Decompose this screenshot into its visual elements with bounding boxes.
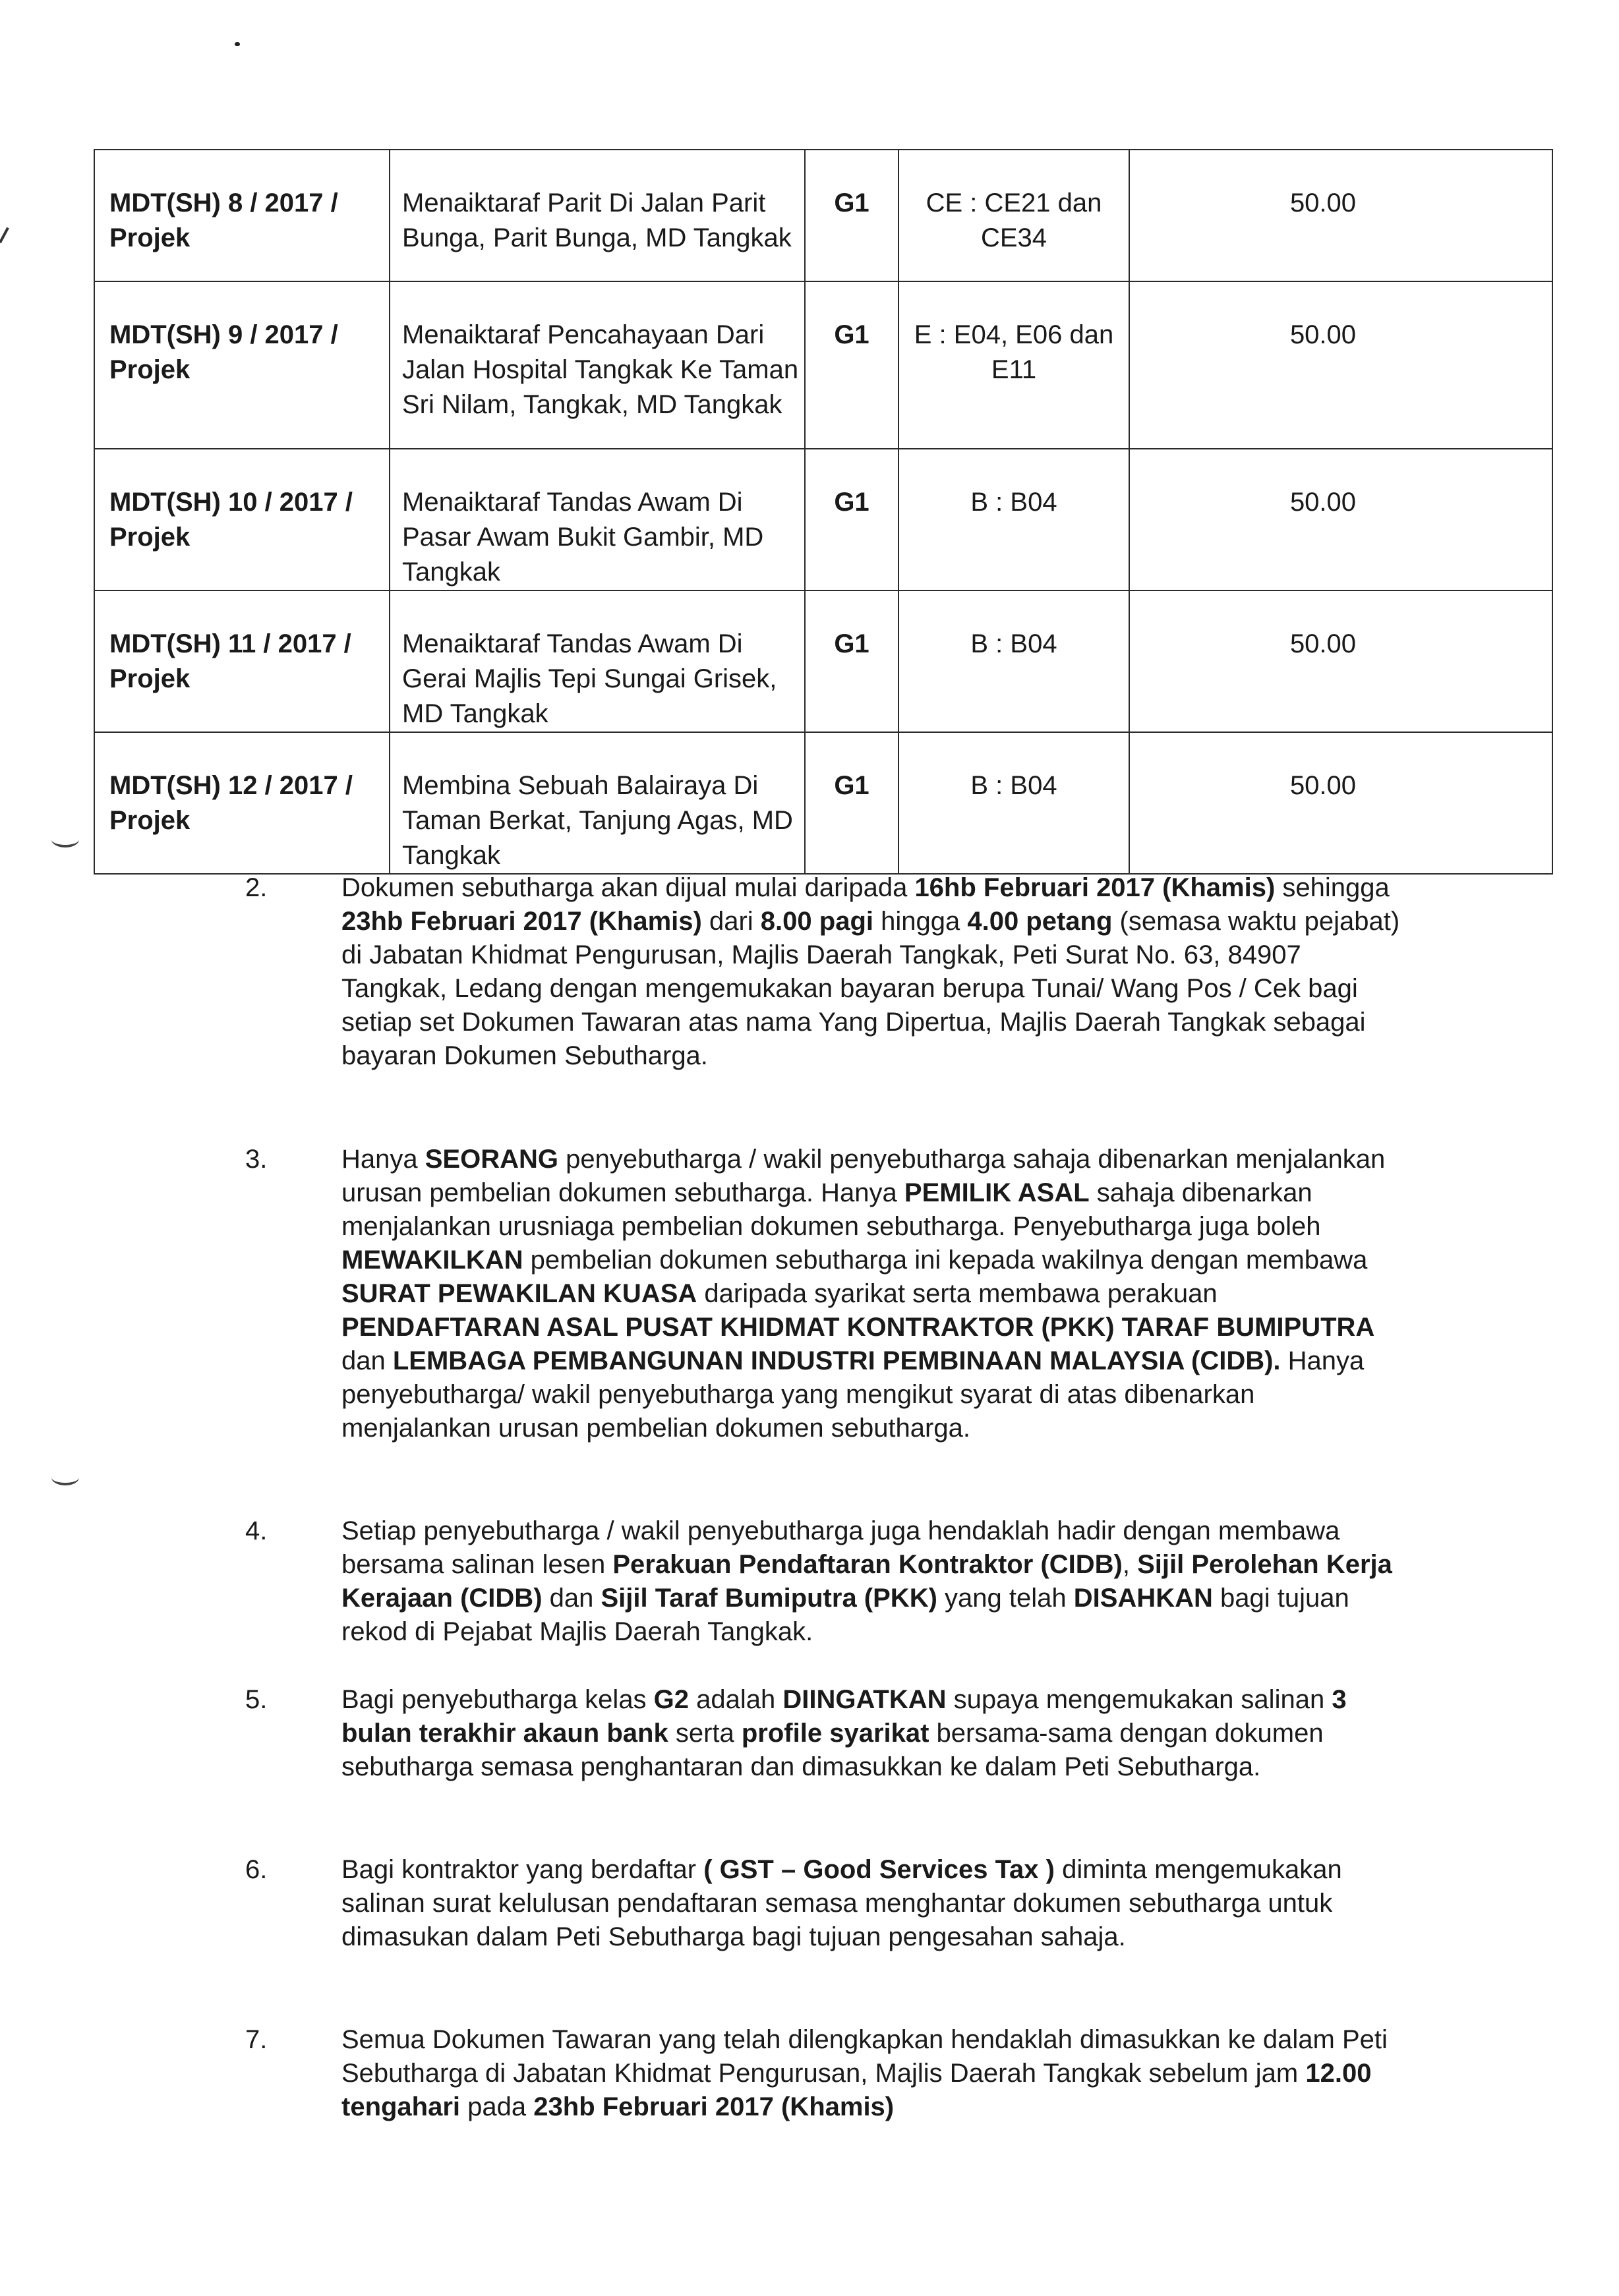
cell-project-title: Menaiktaraf Parit Di Jalan Parit Bunga, Parit Bunga, MD Tangkak	[390, 150, 805, 281]
table-row	[94, 590, 1552, 732]
paragraph-3	[245, 1143, 1405, 1445]
punch-hole-mark	[51, 1470, 79, 1485]
paragraph-number: 2.	[245, 873, 268, 902]
cell-category: B : B04	[898, 590, 1129, 732]
cell-project-title: Menaiktaraf Tandas Awam Di Pasar Awam Bukit Gambir, MD Tangkak	[390, 449, 805, 590]
cell-reference: MDT(SH) 12 / 2017 / Projek	[94, 732, 390, 874]
paragraph-5	[245, 1683, 1405, 1784]
cell-project-title: Menaiktaraf Tandas Awam Di Gerai Majlis Tepi Sungai Grisek, MD Tangkak	[390, 590, 805, 732]
cell-amount: 50.00	[1129, 590, 1552, 732]
cell-grade: G1	[805, 150, 898, 281]
paragraph-text: Dokumen sebutharga akan dijual mulai daripada 16hb Februari 2017 (Khamis) sehingga 23hb Februari 2017 (Khamis) dari 8.00 pagi hingga 4.00 petang (semasa waktu pejabat) di Jabatan Khidmat Pengurusan, Majlis Daerah Tangkak, Peti Surat No. 63, 84907 Tangkak, Ledang dengan mengemukakan bayaran berupa Tunai/ Wang Pos / Cek bagi setiap set Dokumen Tawaran atas nama Yang Dipertua, Majlis Daerah Tangkak sebagai bayaran Dokumen Sebutharga.	[341, 873, 1400, 1070]
cell-amount: 50.00	[1129, 732, 1552, 874]
scan-speck	[235, 42, 240, 46]
cell-category: CE : CE21 dan CE34	[898, 150, 1129, 281]
cell-amount: 50.00	[1129, 281, 1552, 449]
paragraph-number: 7.	[245, 2025, 268, 2054]
paragraph-4	[245, 1514, 1405, 1649]
cell-category: B : B04	[898, 732, 1129, 874]
cell-project-title: Menaiktaraf Pencahayaan Dari Jalan Hospital Tangkak Ke Taman Sri Nilam, Tangkak, MD Tangkak	[390, 281, 805, 449]
paragraph-text: Semua Dokumen Tawaran yang telah dilengkapkan hendaklah dimasukkan ke dalam Peti Sebutharga di Jabatan Khidmat Pengurusan, Majlis Daerah Tangkak sebelum jam 12.00 tengahari pada 23hb Februari 2017 (Khamis)	[341, 2025, 1388, 2121]
table-row	[94, 150, 1552, 281]
paragraph-text: Setiap penyebutharga / wakil penyebutharga juga hendaklah hadir dengan membawa bersama salinan lesen Perakuan Pendaftaran Kontraktor (CIDB), Sijil Perolehan Kerja Kerajaan (CIDB) dan Sijil Taraf Bumiputra (PKK) yang telah DISAHKAN bagi tujuan rekod di Pejabat Majlis Daerah Tangkak.	[341, 1516, 1392, 1646]
tender-table	[94, 149, 1553, 875]
cell-reference: MDT(SH) 8 / 2017 / Projek	[94, 150, 390, 281]
paragraph-number: 5.	[245, 1685, 268, 1714]
cell-reference: MDT(SH) 9 / 2017 / Projek	[94, 281, 390, 449]
table-row	[94, 281, 1552, 449]
cell-amount: 50.00	[1129, 150, 1552, 281]
paragraph-text: Hanya SEORANG penyebutharga / wakil penyebutharga sahaja dibenarkan menjalankan urusan pembelian dokumen sebutharga. Hanya PEMILIK ASAL sahaja dibenarkan menjalankan urusniaga pembelian dokumen sebutharga. Penyebutharga juga boleh MEWAKILKAN pembelian dokumen sebutharga ini kepada wakilnya dengan membawa SURAT PEWAKILAN KUASA daripada syarikat serta membawa perakuan PENDAFTARAN ASAL PUSAT KHIDMAT KONTRAKTOR (PKK) TARAF BUMIPUTRA dan LEMBAGA PEMBANGUNAN INDUSTRI PEMBINAAN MALAYSIA (CIDB). Hanya penyebutharga/ wakil penyebutharga yang mengikut syarat di atas dibenarkan menjalankan urusan pembelian dokumen sebutharga.	[341, 1145, 1386, 1443]
cell-grade: G1	[805, 281, 898, 449]
margin-mark	[0, 227, 9, 244]
cell-reference: MDT(SH) 10 / 2017 / Projek	[94, 449, 390, 590]
paragraph-6	[245, 1853, 1405, 1954]
paragraph-number: 4.	[245, 1516, 268, 1545]
paragraph-number: 3.	[245, 1145, 268, 1174]
punch-hole-mark	[51, 832, 79, 847]
cell-amount: 50.00	[1129, 449, 1552, 590]
paragraph-2	[245, 871, 1405, 1073]
cell-category: B : B04	[898, 449, 1129, 590]
table-row	[94, 449, 1552, 590]
paragraph-text: Bagi kontraktor yang berdaftar ( GST – Good Services Tax ) diminta mengemukakan salinan surat kelulusan pendaftaran semasa menghantar dokumen sebutharga untuk dimasukan dalam Peti Sebutharga bagi tujuan pengesahan sahaja.	[341, 1855, 1342, 1951]
cell-grade: G1	[805, 590, 898, 732]
cell-category: E : E04, E06 dan E11	[898, 281, 1129, 449]
table-row	[94, 732, 1552, 874]
cell-grade: G1	[805, 449, 898, 590]
cell-reference: MDT(SH) 11 / 2017 / Projek	[94, 590, 390, 732]
paragraph-7	[245, 2023, 1405, 2124]
paragraph-number: 6.	[245, 1855, 268, 1884]
paragraph-text: Bagi penyebutharga kelas G2 adalah DIINGATKAN supaya mengemukakan salinan 3 bulan terakhir akaun bank serta profile syarikat bersama-sama dengan dokumen sebutharga semasa penghantaran dan dimasukkan ke dalam Peti Sebutharga.	[341, 1685, 1347, 1781]
cell-grade: G1	[805, 732, 898, 874]
cell-project-title: Membina Sebuah Balairaya Di Taman Berkat, Tanjung Agas, MD Tangkak	[390, 732, 805, 874]
